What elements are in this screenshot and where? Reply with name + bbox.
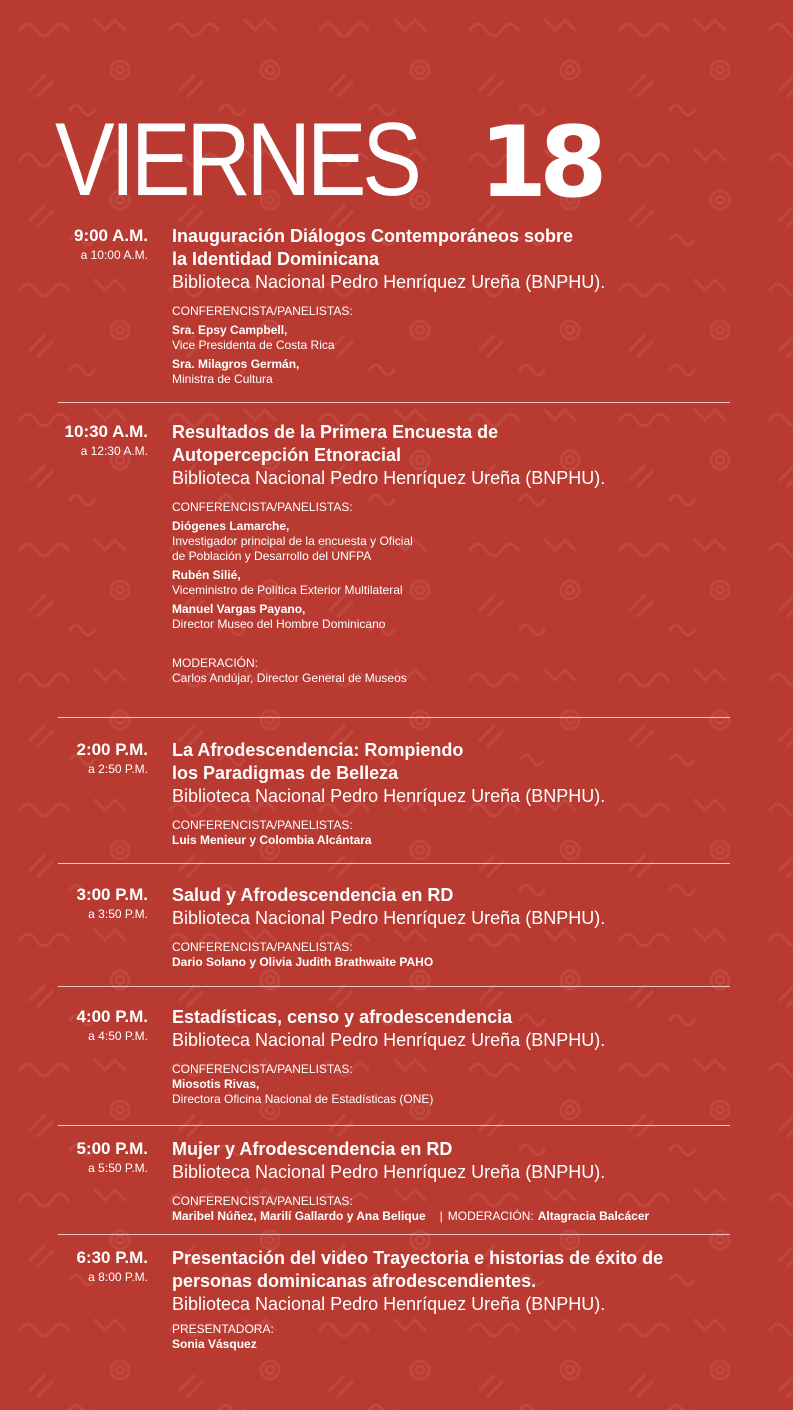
speaker-role: Investigador principal de la encuesta y Oficial [172, 534, 413, 548]
event-content [172, 225, 732, 387]
event-title-line: Presentación del video Trayectoria e historias de éxito de [172, 1248, 664, 1268]
event-start-time: 5:00 P.M. [76, 1139, 148, 1158]
divider [58, 1125, 730, 1126]
event-title-line: personas dominicanas afrodescendientes. [172, 1271, 537, 1291]
event-end-time: a 3:50 P.M. [88, 907, 148, 921]
divider [58, 402, 730, 403]
event-venue: Biblioteca Nacional Pedro Henríquez Ureña (BNPHU). [172, 272, 606, 292]
moderator: Carlos Andújar, Director General de Museos [172, 671, 407, 685]
event-venue: Biblioteca Nacional Pedro Henríquez Ureña (BNPHU). [172, 908, 606, 928]
event-title-line: Salud y Afrodescendencia en RD [172, 885, 454, 905]
event-start-time: 10:30 A.M. [64, 422, 148, 441]
speaker-role: Vice Presidenta de Costa Rica [172, 338, 335, 352]
speakers-list: Dario Solano y Olivia Judith Brathwaite PAHO [172, 955, 434, 969]
event-end-time: a 12:30 A.M. [80, 444, 148, 458]
divider [58, 717, 730, 718]
speaker-role: Viceministro de Política Exterior Multilateral [172, 583, 403, 597]
event-venue: Biblioteca Nacional Pedro Henríquez Ureña (BNPHU). [172, 1294, 606, 1314]
speakers-list: Luis Menieur y Colombia Alcántara [172, 833, 372, 847]
event-start-time: 4:00 P.M. [76, 1007, 148, 1026]
speaker-name: Sra. Milagros Germán, [172, 357, 300, 371]
speaker-name: Diógenes Lamarche, [172, 519, 290, 533]
event-title-line: la Identidad Dominicana [172, 249, 380, 269]
speakers-list: Maribel Núñez, Marilí Gallardo y Ana Belique [172, 1209, 426, 1223]
speaker-role: de Población y Desarrollo del UNFPA [172, 549, 372, 563]
event-end-time: a 2:50 P.M. [88, 762, 148, 776]
speakers-label: CONFERENCISTA/PANELISTAS: [172, 818, 353, 832]
event-end-time: a 8:00 P.M. [88, 1270, 148, 1284]
presenter-label: PRESENTADORA: [172, 1322, 274, 1336]
moderation-label: MODERACIÓN: [172, 656, 259, 670]
speakers-label: CONFERENCISTA/PANELISTAS: [172, 1194, 353, 1208]
event-end-time: a 5:50 P.M. [88, 1161, 148, 1175]
event-title-line: Inauguración Diálogos Contemporáneos sobre [172, 226, 574, 246]
separator: | [439, 1209, 443, 1223]
presenter-name: Sonia Vásquez [172, 1337, 257, 1351]
speaker-role: Directora Oficina Nacional de Estadísticas (ONE) [172, 1092, 434, 1106]
event-title-line: Mujer y Afrodescendencia en RD [172, 1139, 453, 1159]
speaker-name: Miosotis Rivas, [172, 1077, 260, 1091]
divider [58, 863, 730, 864]
event-start-time: 6:30 P.M. [76, 1248, 148, 1267]
event-start-time: 2:00 P.M. [76, 740, 148, 759]
speakers-label: CONFERENCISTA/PANELISTAS: [172, 304, 353, 318]
event-content [172, 1138, 732, 1224]
event-start-time: 3:00 P.M. [76, 885, 148, 904]
event-content [172, 421, 732, 686]
event-title-line: Resultados de la Primera Encuesta de [172, 422, 499, 442]
divider [58, 986, 730, 987]
speakers-label: CONFERENCISTA/PANELISTAS: [172, 940, 353, 954]
event-content [172, 1247, 732, 1352]
speakers-label: CONFERENCISTA/PANELISTAS: [172, 500, 353, 514]
event-content [172, 884, 732, 970]
day-name: VIERNES [55, 102, 418, 218]
event-title-line: los Paradigmas de Belleza [172, 763, 399, 783]
speaker-name: Sra. Epsy Campbell, [172, 323, 288, 337]
event-title-line: La Afrodescendencia: Rompiendo [172, 740, 464, 760]
divider [58, 1234, 730, 1235]
speakers-and-moderation [172, 1209, 732, 1224]
speakers-label: CONFERENCISTA/PANELISTAS: [172, 1062, 353, 1076]
event-content [172, 739, 732, 848]
speaker-role: Ministra de Cultura [172, 372, 273, 386]
event-start-time: 9:00 A.M. [73, 226, 148, 245]
event-title-line: Autopercepción Etnoracial [172, 445, 402, 465]
event-venue: Biblioteca Nacional Pedro Henríquez Ureña (BNPHU). [172, 1162, 606, 1182]
day-number: 18 [479, 106, 600, 220]
event-venue: Biblioteca Nacional Pedro Henríquez Ureña (BNPHU). [172, 468, 606, 488]
moderator: Altagracia Balcácer [537, 1209, 650, 1223]
event-end-time: a 4:50 P.M. [88, 1029, 148, 1043]
moderation-label: MODERACIÓN: [447, 1209, 534, 1223]
speaker-role: Director Museo del Hombre Dominicano [172, 617, 386, 631]
event-venue: Biblioteca Nacional Pedro Henríquez Ureña (BNPHU). [172, 786, 606, 806]
speaker-name: Rubén Silié, [172, 568, 241, 582]
event-content [172, 1006, 732, 1107]
event-venue: Biblioteca Nacional Pedro Henríquez Ureña (BNPHU). [172, 1030, 606, 1050]
event-end-time: a 10:00 A.M. [80, 248, 148, 262]
page-title [55, 92, 600, 220]
event-title-line: Estadísticas, censo y afrodescendencia [172, 1007, 513, 1027]
speaker-name: Manuel Vargas Payano, [172, 602, 306, 616]
